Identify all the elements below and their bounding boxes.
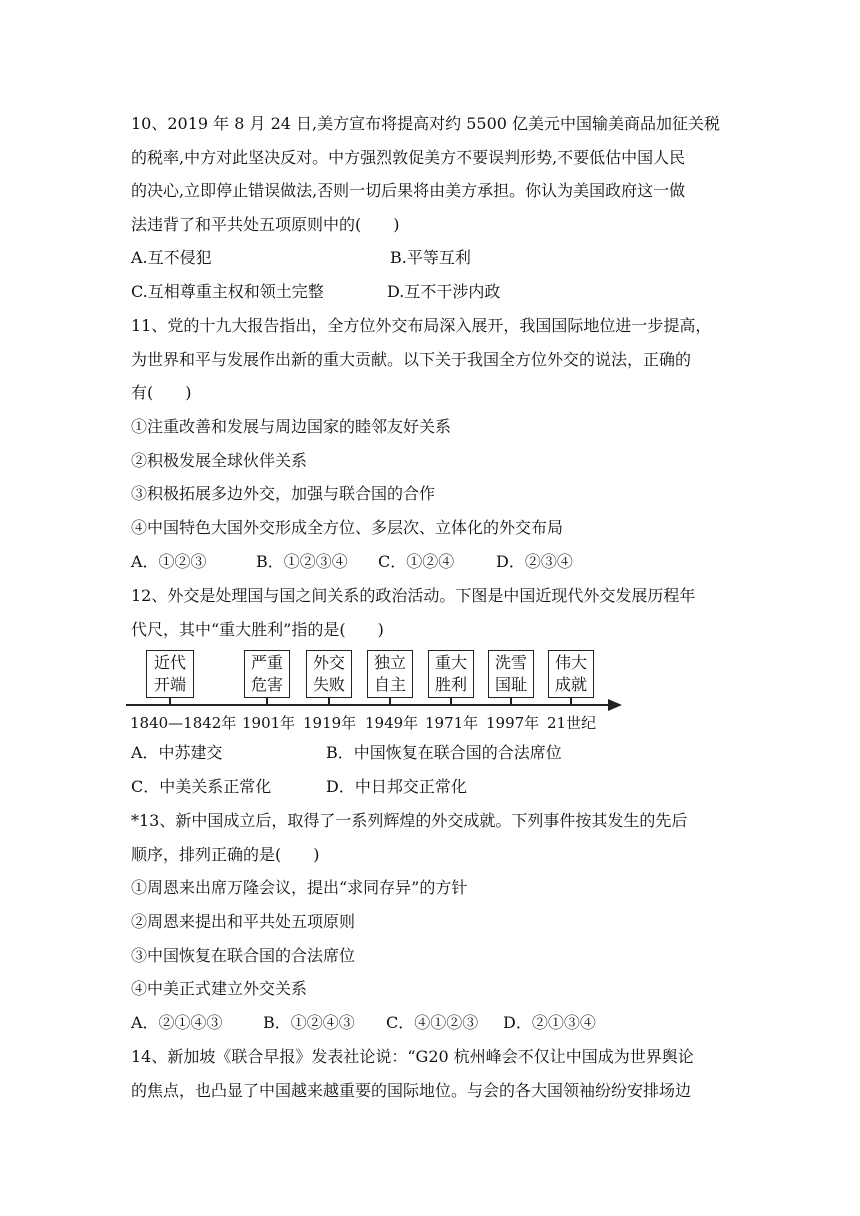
timeline-year: 1919年 [303, 714, 357, 732]
q11-option-b[interactable]: B．①②③④ [256, 552, 348, 571]
timeline-box-line: 胜利 [434, 675, 467, 694]
q11-option-a[interactable]: A．①②③ [131, 552, 207, 571]
q10-stem-line: 的决心,立即停止错误做法,否则一切后果将由美方承担。你认为美国政府这一做 [131, 181, 686, 200]
timeline-year: 1949年 [365, 714, 419, 732]
timeline-box-line: 重大 [434, 653, 467, 672]
q10-option-d[interactable]: D.互不干涉内政 [387, 282, 501, 301]
timeline-box-line: 自主 [373, 675, 406, 694]
timeline-box-line: 洗雪 [494, 653, 527, 672]
q13-option-d[interactable]: D．②①③④ [503, 1013, 596, 1032]
q11-option-c[interactable]: C．①②④ [378, 552, 455, 571]
timeline-box [428, 650, 474, 698]
q11-stem-line: 为世界和平与发展作出新的重大贡献。以下关于我国全方位外交的说法，正确的 [131, 350, 692, 369]
q13-event: ②周恩来提出和平共处五项原则 [131, 912, 356, 931]
q13-stem-line: *13、新中国成立后，取得了一系列辉煌的外交成就。下列事件按其发生的先后 [131, 811, 688, 830]
q13-event: ③中国恢复在联合国的合法席位 [131, 946, 356, 965]
timeline-box-line: 严重 [250, 653, 283, 672]
timeline-box [488, 650, 534, 698]
history-timeline [126, 646, 626, 736]
timeline-box-line: 独立 [373, 653, 406, 672]
q11-statement: ①注重改善和发展与周边国家的睦邻友好关系 [131, 417, 452, 436]
q12-option-b[interactable]: B．中国恢复在联合国的合法席位 [326, 743, 562, 762]
timeline-box-line: 危害 [250, 675, 283, 694]
q12-option-a[interactable]: A．中苏建交 [131, 743, 223, 762]
q11-stem-line: 有( ) [131, 383, 192, 402]
timeline-box [367, 650, 413, 698]
q13-event: ④中美正式建立外交关系 [131, 979, 308, 998]
timeline-box [548, 650, 594, 698]
q12-stem-line: 12、外交是处理国与国之间关系的政治活动。下图是中国近现代外交发展历程年 [131, 586, 696, 605]
q10-stem-line: 的税率,中方对此坚决反对。中方强烈敦促美方不要误判形势,不要低估中国人民 [131, 148, 686, 167]
arrow-right-icon [608, 699, 622, 711]
timeline-box-line: 失败 [312, 675, 345, 694]
timeline-box-line: 开端 [153, 675, 186, 694]
timeline-box [244, 650, 290, 698]
q13-option-a[interactable]: A．②①④③ [131, 1013, 223, 1032]
q11-stem-line: 11、党的十九大报告指出，全方位外交布局深入展开，我国国际地位进一步提高， [131, 316, 712, 335]
q13-option-c[interactable]: C．④①②③ [386, 1013, 479, 1032]
q10-stem-line: 10、2019 年 8 月 24 日,美方宣布将提高对约 5500 亿美元中国输美商品加征关税 [131, 114, 721, 133]
q10-stem-line: 法违背了和平共处五项原则中的( ) [131, 215, 400, 234]
timeline-box [306, 650, 352, 698]
q13-option-b[interactable]: B．①②④③ [263, 1013, 355, 1032]
q14-stem-line: 14、新加坡《联合早报》发表社论说：“G20 杭州峰会不仅让中国成为世界舆论 [131, 1047, 694, 1066]
timeline-year: 1971年 [425, 714, 479, 732]
q12-option-c[interactable]: C．中美关系正常化 [131, 777, 272, 796]
q13-event: ①周恩来出席万隆会议，提出“求同存异”的方针 [131, 878, 468, 897]
q12-stem-line: 代尺，其中“重大胜利”指的是( ) [131, 620, 384, 639]
timeline-box-line: 外交 [312, 653, 345, 672]
q11-statement: ④中国特色大国外交形成全方位、多层次、立体化的外交布局 [131, 518, 564, 537]
timeline-box-line: 近代 [153, 653, 186, 672]
q11-statement: ②积极发展全球伙伴关系 [131, 451, 308, 470]
q10-option-b[interactable]: B.平等互利 [390, 248, 471, 267]
q14-stem-line: 的焦点，也凸显了中国越来越重要的国际地位。与会的各大国领袖纷纷安排场边 [131, 1081, 692, 1100]
timeline-year: 21世纪 [547, 714, 597, 732]
timeline-box [146, 650, 194, 698]
timeline-year: 1997年 [486, 714, 540, 732]
q10-option-c[interactable]: C.互相尊重主权和领土完整 [131, 282, 324, 301]
q11-option-d[interactable]: D．②③④ [496, 552, 573, 571]
timeline-box-line: 伟大 [554, 653, 587, 672]
q10-option-a[interactable]: A.互不侵犯 [131, 248, 212, 267]
q11-statement: ③积极拓展多边外交，加强与联合国的合作 [131, 484, 436, 503]
timeline-year: 1840—1842年 [130, 714, 237, 732]
timeline-year: 1901年 [242, 714, 296, 732]
q13-stem-line: 顺序，排列正确的是( ) [131, 845, 320, 864]
q12-option-d[interactable]: D．中日邦交正常化 [326, 777, 467, 796]
timeline-box-line: 成就 [554, 675, 587, 694]
timeline-axis [126, 704, 611, 706]
timeline-box-line: 国耻 [494, 675, 527, 694]
